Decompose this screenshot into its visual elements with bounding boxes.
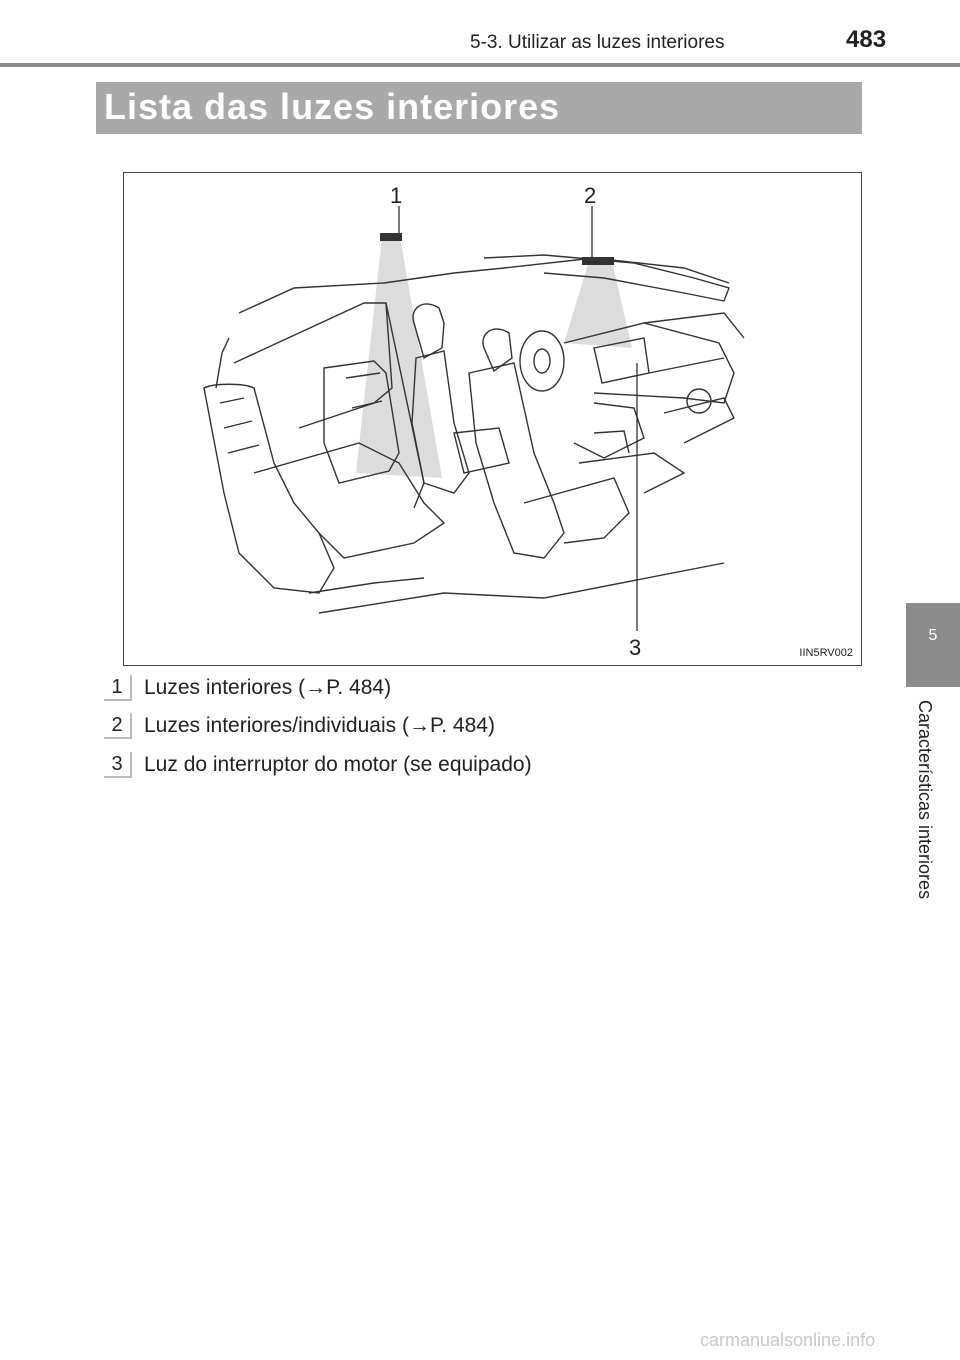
callout-2: 2	[584, 183, 597, 208]
callout-3: 3	[629, 635, 642, 660]
chapter-label: Características interiores	[915, 700, 935, 900]
section-title: Lista das luzes interiores	[104, 86, 561, 127]
personal-lamp	[582, 257, 614, 265]
legend-text: Luzes interiores/individuais (→P. 484)	[144, 714, 495, 737]
dome-lamp	[380, 233, 402, 241]
legend-number: 2	[104, 713, 132, 739]
running-header-section: 5-3. Utilizar as luzes interiores	[470, 32, 725, 53]
footer-watermark: carmanualsonline.info	[700, 1330, 876, 1350]
legend-number: 3	[104, 752, 132, 778]
legend-text: Luz do interruptor do motor (se equipado)	[144, 753, 532, 776]
light-cone-1	[356, 237, 442, 478]
chapter-tab	[906, 603, 960, 687]
chapter-number: 5	[928, 627, 938, 644]
interior-lights-figure	[123, 172, 862, 666]
header-rule	[0, 63, 960, 67]
car-interior-illustration	[124, 173, 861, 665]
callout-1: 1	[390, 183, 403, 208]
page-number: 483	[846, 26, 887, 53]
figure-code: IIN5RV002	[799, 647, 853, 659]
legend-number: 1	[104, 675, 132, 701]
legend-text: Luzes interiores (→P. 484)	[144, 676, 392, 699]
